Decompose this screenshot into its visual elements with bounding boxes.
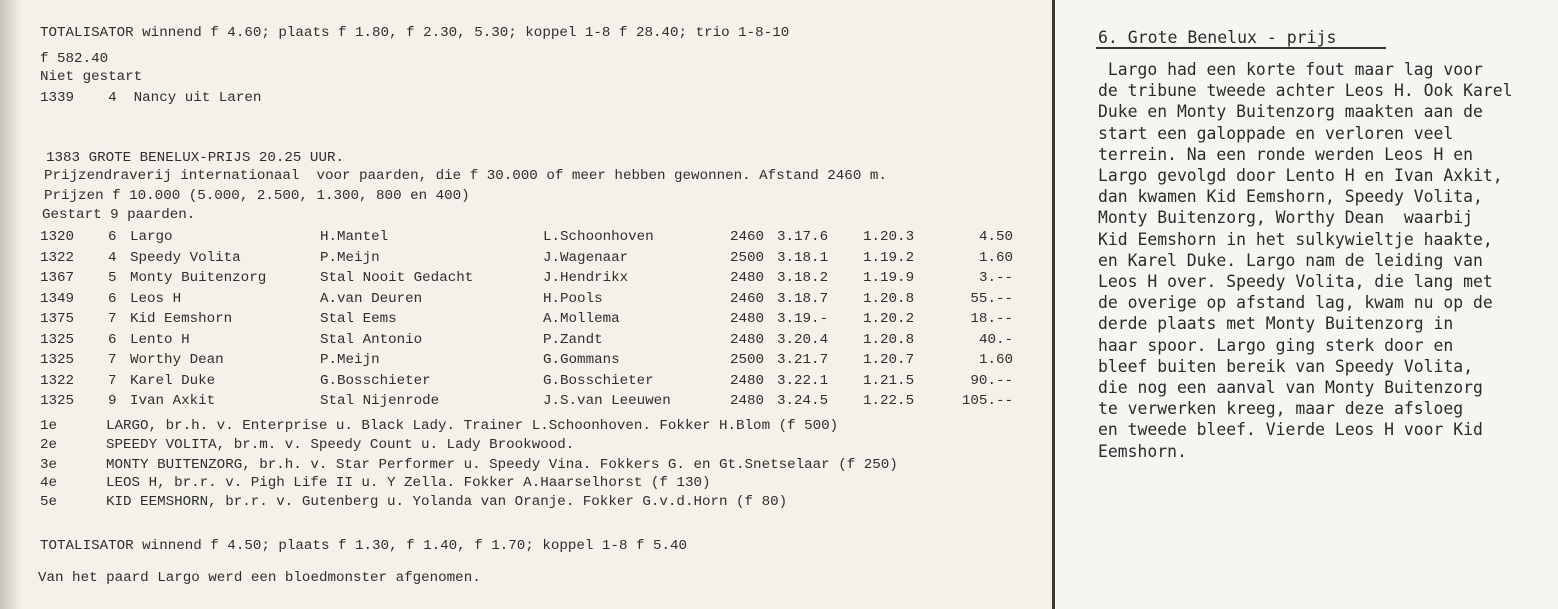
cell-owner: Stal Eems bbox=[320, 311, 397, 327]
placing-rank: 2e bbox=[40, 437, 58, 453]
cell-driver: P.Zandt bbox=[543, 331, 603, 348]
cell-driver: H.Pools bbox=[543, 290, 603, 307]
cell-horse: Monty Buitenzorg bbox=[130, 270, 267, 286]
cell-dist: 2480 bbox=[730, 372, 765, 389]
started-count: Gestart 9 paarden. bbox=[42, 207, 196, 223]
cell-owner: G.Bosschieter bbox=[320, 372, 431, 389]
cell-age: 5 bbox=[108, 270, 117, 286]
cell-owner: Stal Antonio bbox=[320, 331, 423, 348]
cell-dist: 2460 bbox=[730, 229, 765, 245]
cell-time: 3.18.2 bbox=[777, 270, 829, 286]
cell-nr: 1320 bbox=[40, 229, 75, 245]
placing-rank: 5e bbox=[40, 494, 58, 510]
cell-odds: 1.60 bbox=[978, 352, 1013, 368]
cell-odds: 105.-- bbox=[961, 393, 1013, 409]
cell-age: 6 bbox=[108, 331, 117, 348]
cell-age: 9 bbox=[108, 393, 117, 409]
cell-dist: 2480 bbox=[730, 270, 765, 286]
cell-km: 1.21.5 bbox=[863, 372, 915, 389]
cell-dist: 2480 bbox=[730, 393, 765, 409]
placing-description: LEOS H, br.r. v. Pigh Life II u. Y Zella. Fokker A.Haarselhorst (f 130) bbox=[106, 475, 711, 491]
cell-age: 4 bbox=[108, 249, 117, 266]
not-started-heading: Niet gestart bbox=[40, 69, 143, 85]
cell-driver: A.Mollema bbox=[543, 311, 620, 327]
cell-time: 3.18.1 bbox=[777, 249, 829, 266]
cell-km: 1.22.5 bbox=[863, 393, 915, 409]
cell-horse: Worthy Dean bbox=[130, 352, 224, 368]
cell-age: 6 bbox=[108, 229, 117, 245]
cell-km: 1.20.3 bbox=[863, 229, 915, 245]
cell-driver: L.Schoonhoven bbox=[543, 229, 654, 245]
report-line: Kid Eemshorn in het sulkywieltje haakte, bbox=[1098, 229, 1493, 249]
report-line: bleef buiten bereik van Speedy Volita, bbox=[1098, 356, 1473, 376]
cell-odds: 40.- bbox=[978, 331, 1013, 348]
blood-sample-note: Van het paard Largo werd een bloedmonster afgenomen. bbox=[38, 570, 481, 586]
report-line: de overige op afstand lag, kwam nu op de bbox=[1098, 293, 1493, 313]
cell-horse: Leos H bbox=[130, 290, 182, 307]
cell-horse: Karel Duke bbox=[130, 372, 216, 389]
cell-km: 1.19.2 bbox=[863, 249, 915, 266]
report-line: Leos H over. Speedy Volita, die lang met bbox=[1098, 272, 1493, 291]
cell-odds: 3.-- bbox=[978, 270, 1013, 286]
cell-horse: Ivan Axkit bbox=[130, 393, 216, 409]
report-line: Eemshorn. bbox=[1098, 441, 1187, 461]
cell-time: 3.20.4 bbox=[777, 331, 829, 348]
binding-shadow bbox=[0, 0, 22, 609]
cell-horse: Lento H bbox=[130, 331, 190, 348]
placing-description: KID EEMSHORN, br.r. v. Gutenberg u. Yolanda van Oranje. Fokker G.v.d.Horn (f 80) bbox=[106, 494, 788, 510]
cell-dist: 2500 bbox=[730, 352, 765, 368]
cell-owner: Stal Nijenrode bbox=[320, 393, 440, 409]
report-line: Duke en Monty Buitenzorg maakten aan de bbox=[1098, 102, 1483, 122]
report-line: Monty Buitenzorg, Worthy Dean waarbij bbox=[1098, 208, 1473, 228]
placing-description: MONTY BUITENZORG, br.h. v. Star Performer u. Speedy Vina. Fokkers G. en Gt.Snetselaar (f 250) bbox=[106, 457, 898, 473]
cell-nr: 1367 bbox=[40, 270, 75, 286]
placing-description: LARGO, br.h. v. Enterprise u. Black Lady. Trainer L.Schoonhoven. Fokker H.Blom (f 500) bbox=[106, 418, 839, 434]
cell-time: 3.24.5 bbox=[777, 393, 829, 409]
cell-driver: J.Hendrikx bbox=[543, 270, 629, 286]
race-header: 1383 GROTE BENELUX-PRIJS 20.25 UUR. bbox=[46, 150, 344, 166]
cell-age: 6 bbox=[108, 290, 117, 307]
cell-age: 7 bbox=[108, 372, 117, 389]
cell-horse: Speedy Volita bbox=[130, 249, 241, 266]
cell-horse: Largo bbox=[130, 229, 173, 245]
not-started-entry: 1339 4 Nancy uit Laren bbox=[40, 90, 262, 106]
cell-age: 7 bbox=[108, 352, 117, 368]
title-underline bbox=[1096, 47, 1386, 49]
report-title: 6. Grote Benelux - prijs bbox=[1098, 28, 1337, 47]
cell-driver: J.S.van Leeuwen bbox=[543, 393, 671, 409]
cell-odds: 55.-- bbox=[970, 290, 1013, 307]
previous-totalisator-line-1: TOTALISATOR winnend f 4.60; plaats f 1.80, f 2.30, 5.30; koppel 1-8 f 28.40; trio 1-8-10 bbox=[40, 25, 790, 41]
cell-dist: 2480 bbox=[730, 331, 765, 348]
cell-dist: 2500 bbox=[730, 249, 765, 266]
placing-rank: 3e bbox=[40, 457, 58, 473]
report-line: start een galoppade en verloren veel bbox=[1098, 123, 1454, 143]
cell-owner: P.Meijn bbox=[320, 249, 380, 266]
cell-driver: G.Bosschieter bbox=[543, 372, 654, 389]
cell-km: 1.20.8 bbox=[863, 290, 915, 307]
placing-description: SPEEDY VOLITA, br.m. v. Speedy Count u. Lady Brookwood. bbox=[106, 437, 575, 453]
cell-owner: P.Meijn bbox=[320, 352, 380, 368]
cell-odds: 18.-- bbox=[970, 311, 1013, 327]
race-description-line-1: Prijzendraverij internationaal voor paarden, die f 30.000 of meer hebben gewonnen. Afstand 2460 m. bbox=[44, 168, 887, 184]
cell-time: 3.17.6 bbox=[777, 229, 829, 245]
cell-km: 1.20.2 bbox=[863, 311, 915, 327]
report-line: Largo had een korte fout maar lag voor bbox=[1098, 60, 1483, 79]
cell-nr: 1325 bbox=[40, 331, 75, 348]
race-description-line-2: Prijzen f 10.000 (5.000, 2.500, 1.300, 800 en 400) bbox=[44, 188, 470, 204]
cell-dist: 2480 bbox=[730, 311, 765, 327]
report-line: te verwerken kreeg, maar deze afsloeg bbox=[1098, 399, 1464, 419]
cell-driver: G.Gommans bbox=[543, 352, 620, 368]
cell-nr: 1322 bbox=[40, 249, 75, 266]
totalisator-line: TOTALISATOR winnend f 4.50; plaats f 1.30, f 1.40, f 1.70; koppel 1-8 f 5.40 bbox=[40, 538, 688, 554]
cell-age: 7 bbox=[108, 311, 117, 327]
cell-km: 1.20.8 bbox=[863, 331, 915, 348]
cell-km: 1.20.7 bbox=[863, 352, 915, 368]
cell-time: 3.18.7 bbox=[777, 290, 829, 307]
report-line: en Karel Duke. Largo nam de leiding van bbox=[1098, 250, 1483, 270]
placing-rank: 4e bbox=[40, 475, 58, 491]
cell-owner: A.van Deuren bbox=[320, 290, 423, 307]
cell-driver: J.Wagenaar bbox=[543, 249, 629, 266]
cell-owner: Stal Nooit Gedacht bbox=[320, 270, 474, 286]
cell-time: 3.19.- bbox=[777, 311, 829, 327]
cell-nr: 1325 bbox=[40, 352, 75, 368]
cell-horse: Kid Eemshorn bbox=[130, 311, 233, 327]
cell-km: 1.19.9 bbox=[863, 270, 915, 286]
cell-owner: H.Mantel bbox=[320, 229, 389, 245]
report-line: de tribune tweede achter Leos H. Ook Karel bbox=[1098, 81, 1513, 101]
cell-nr: 1322 bbox=[40, 372, 75, 389]
cell-nr: 1349 bbox=[40, 290, 75, 307]
cell-odds: 4.50 bbox=[978, 229, 1013, 245]
placing-rank: 1e bbox=[40, 418, 58, 434]
cell-odds: 1.60 bbox=[978, 249, 1013, 266]
cell-time: 3.22.1 bbox=[777, 372, 829, 389]
cell-dist: 2460 bbox=[730, 290, 765, 307]
cell-odds: 90.-- bbox=[970, 372, 1013, 389]
cell-nr: 1325 bbox=[40, 393, 75, 409]
report-line: en tweede bleef. Vierde Leos H voor Kid bbox=[1098, 420, 1483, 440]
report-line: terrein. Na een ronde werden Leos H en bbox=[1098, 144, 1473, 164]
cell-nr: 1375 bbox=[40, 311, 75, 327]
report-line: Largo gevolgd door Lento H en Ivan Axkit, bbox=[1098, 166, 1503, 185]
report-line: dan kwamen Kid Eemshorn, Speedy Volita, bbox=[1098, 187, 1483, 207]
report-line: derde plaats met Monty Buitenzorg in bbox=[1098, 314, 1454, 334]
previous-totalisator-line-2: f 582.40 bbox=[40, 51, 109, 67]
report-line: haar spoor. Largo ging sterk door en bbox=[1098, 335, 1454, 355]
report-line: die nog een aanval van Monty Buitenzorg bbox=[1098, 378, 1483, 397]
cell-time: 3.21.7 bbox=[777, 352, 829, 368]
